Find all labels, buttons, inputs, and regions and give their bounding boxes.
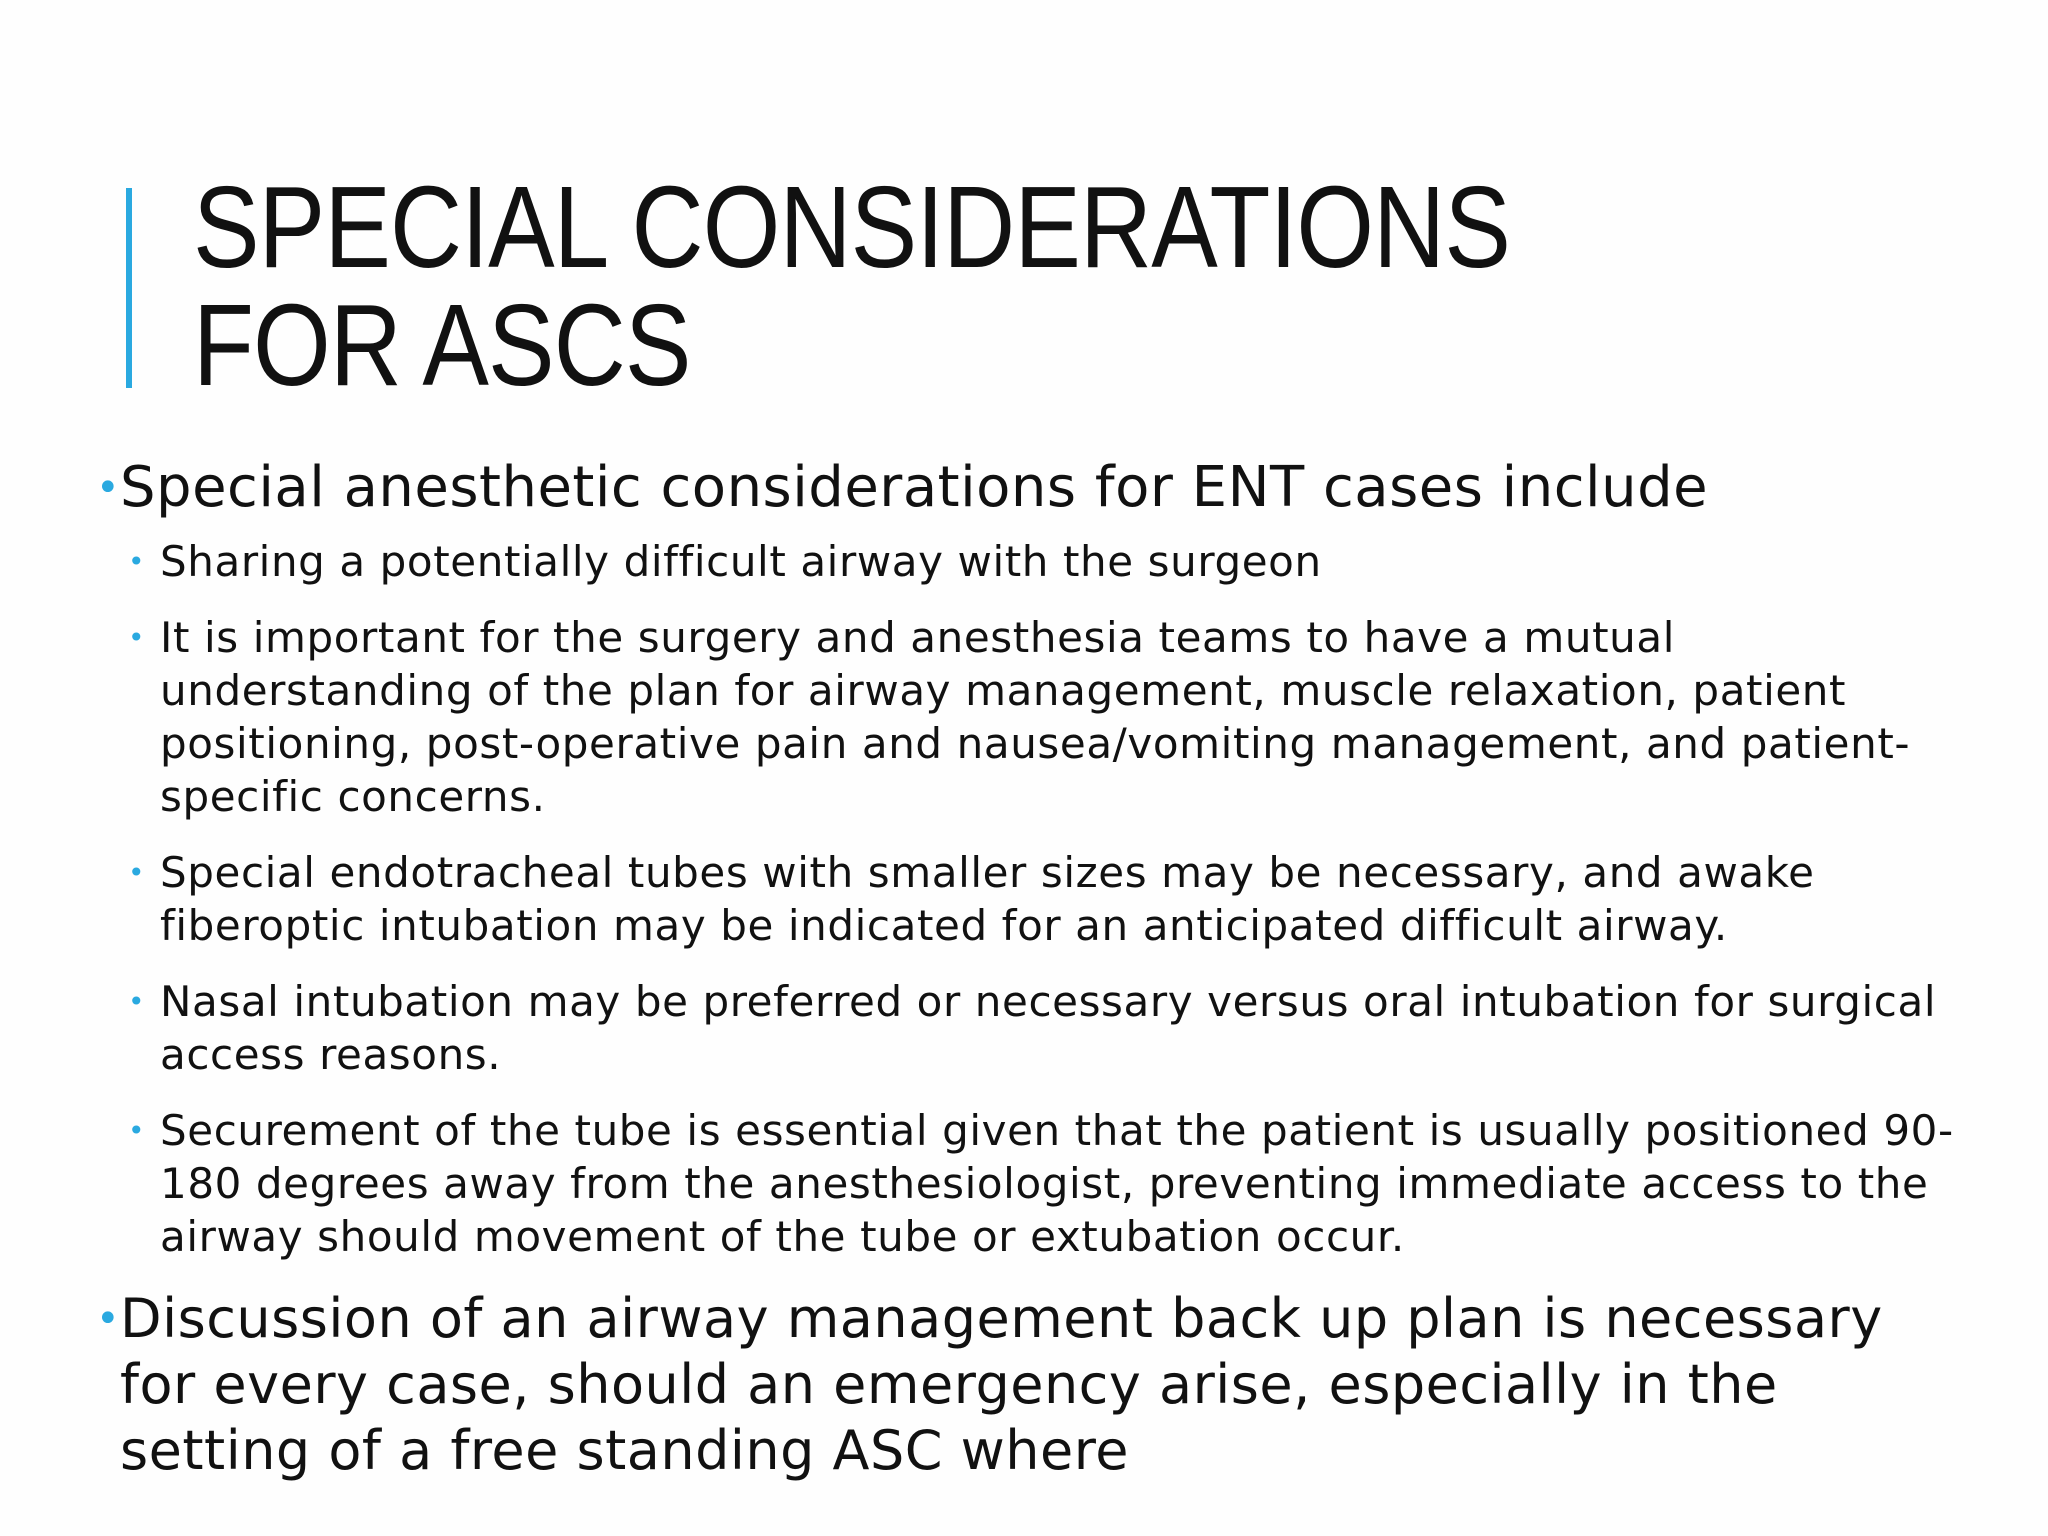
bullet-level2 bbox=[96, 975, 1976, 1081]
bullet-level1 bbox=[96, 1286, 1976, 1484]
bullet-dot-icon: • bbox=[128, 545, 146, 578]
bullet-text: Discussion of an airway management back up plan is necessary for every case, should an emergency arise, especially in the setting of a free standing ASC where bbox=[120, 1287, 1883, 1482]
bullet-text: Sharing a potentially difficult airway with the surgeon bbox=[160, 537, 1322, 586]
title-line-1: SPECIAL CONSIDERATIONS bbox=[193, 162, 1511, 292]
title-accent-bar bbox=[126, 188, 132, 388]
bullet-dot-icon: • bbox=[128, 621, 146, 654]
bullet-dot-icon: • bbox=[128, 985, 146, 1018]
slide-title bbox=[193, 162, 1655, 410]
bullet-text: Special anesthetic considerations for ENT cases include bbox=[120, 455, 1709, 520]
bullet-level2 bbox=[96, 1104, 1976, 1263]
bullet-text: Special endotracheal tubes with smaller sizes may be necessary, and awake fiberoptic intubation may be indicated for an anticipated difficult airway. bbox=[160, 848, 1815, 950]
bullet-dot-icon: • bbox=[128, 856, 146, 889]
bullet-level1 bbox=[96, 455, 1976, 521]
title-line-2: FOR ASCS bbox=[193, 280, 691, 410]
slide-body bbox=[96, 455, 1976, 1498]
bullet-level2 bbox=[96, 535, 1976, 588]
bullet-text: Nasal intubation may be preferred or necessary versus oral intubation for surgical access reasons. bbox=[160, 977, 1937, 1079]
bullet-text: Securement of the tube is essential given that the patient is usually positioned 90-180 degrees away from the anesthesiologist, preventing immediate access to the airway should movement of the tube or extubation occur. bbox=[160, 1106, 1954, 1261]
bullet-level2 bbox=[96, 846, 1976, 952]
bullet-level2 bbox=[96, 611, 1976, 823]
bullet-dot-icon: • bbox=[96, 1296, 121, 1342]
bullet-dot-icon: • bbox=[128, 1114, 146, 1147]
bullet-text: It is important for the surgery and anesthesia teams to have a mutual understanding of the plan for airway management, muscle relaxation, patient positioning, post-operative pain and nausea/vomiting management, and patient-specific concerns. bbox=[160, 613, 1911, 821]
bullet-dot-icon: • bbox=[96, 465, 121, 511]
